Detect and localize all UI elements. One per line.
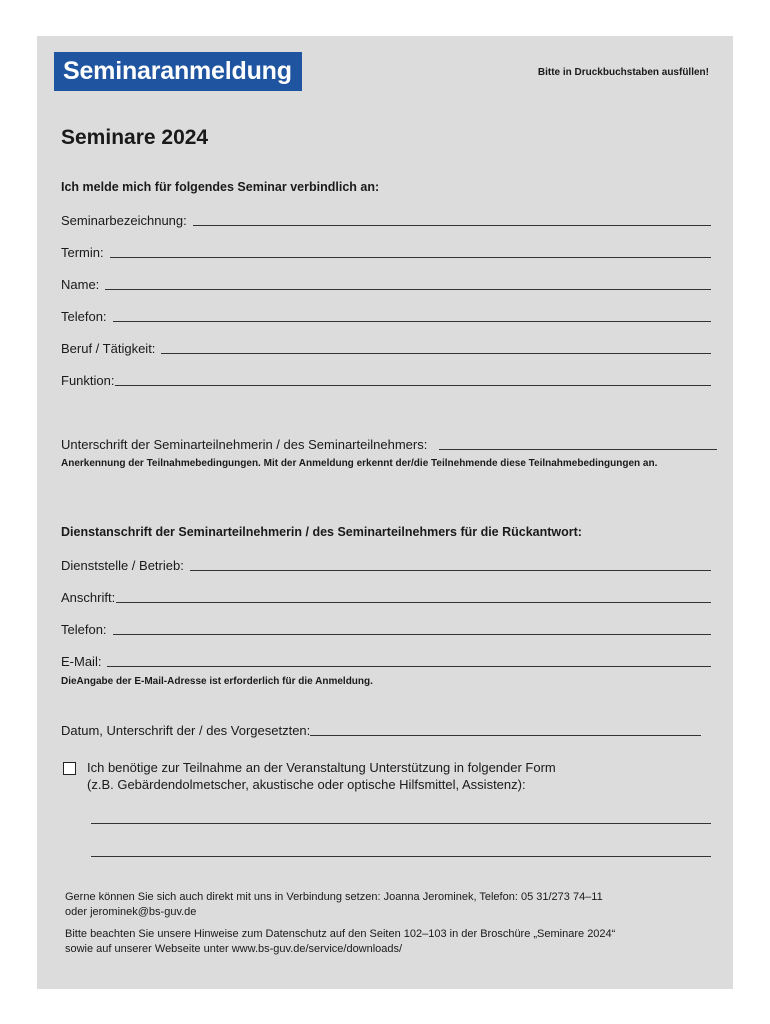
email-note: DieAngabe der E-Mail-Adresse ist erforderlich für die Anmeldung. — [61, 676, 373, 687]
support-fill-line[interactable] — [91, 822, 711, 824]
participant-signature-field[interactable] — [61, 433, 717, 453]
work-phone-field[interactable] — [61, 618, 711, 638]
page-title: Seminare 2024 — [61, 126, 209, 149]
support-text — [87, 759, 556, 793]
signature-line[interactable] — [310, 734, 701, 736]
fill-line[interactable] — [107, 665, 711, 667]
field-label: Datum, Unterschrift der / des Vorgesetzten: — [61, 723, 311, 738]
support-text-line1: Ich benötige zur Teilnahme an der Veranstaltung Unterstützung in folgender Form — [87, 760, 556, 775]
seminar-name-field[interactable] — [61, 209, 711, 229]
section-heading-seminar: Ich melde mich für folgendes Seminar verbindlich an: — [61, 180, 380, 194]
fill-line[interactable] — [105, 288, 711, 290]
privacy-info — [65, 927, 703, 957]
supervisor-signature-field[interactable] — [61, 719, 701, 739]
field-label: Beruf / Tätigkeit: — [61, 341, 156, 356]
field-label: E-Mail: — [61, 654, 102, 669]
signature-line[interactable] — [439, 448, 717, 450]
fill-line[interactable] — [115, 384, 711, 386]
privacy-line: sowie auf unserer Webseite unter www.bs-guv.de/service/downloads/ — [65, 943, 403, 955]
field-label: Name: — [61, 277, 100, 292]
privacy-line: Bitte beachten Sie unsere Hinweise zum Datenschutz auf den Seiten 102–103 in der Broschüre „Seminare 2024“ — [65, 928, 616, 940]
section-heading-address: Dienstanschrift der Seminarteilnehmerin / des Seminarteilnehmers für die Rückantwort: — [61, 525, 582, 539]
support-text-line2: (z.B. Gebärdendolmetscher, akustische oder optische Hilfsmittel, Assistenz): — [87, 777, 526, 792]
fill-line[interactable] — [110, 256, 711, 258]
fill-line[interactable] — [113, 320, 711, 322]
phone-field[interactable] — [61, 305, 711, 325]
field-label: Dienststelle / Betrieb: — [61, 558, 184, 573]
fill-line[interactable] — [116, 601, 711, 603]
field-label: Seminarbezeichnung: — [61, 213, 187, 228]
occupation-field[interactable] — [61, 337, 711, 357]
terms-note: Anerkennung der Teilnahmebedingungen. Mit der Anmeldung erkennt der/die Teilnehmende diese Teilnahmebedingungen an. — [61, 458, 658, 469]
field-label: Funktion: — [61, 373, 115, 388]
form-logo: Seminaranmeldung — [54, 52, 302, 91]
field-label: Anschrift: — [61, 590, 116, 605]
field-label: Unterschrift der Seminarteilnehmerin / des Seminarteilnehmers: — [61, 437, 428, 452]
fill-line[interactable] — [190, 569, 711, 571]
contact-line: oder jerominek@bs-guv.de — [65, 906, 197, 918]
function-field[interactable] — [61, 369, 711, 389]
fill-line[interactable] — [193, 224, 711, 226]
date-field[interactable] — [61, 241, 711, 261]
department-field[interactable] — [61, 554, 711, 574]
support-checkbox[interactable] — [63, 762, 76, 775]
fill-line[interactable] — [113, 633, 711, 635]
email-field[interactable] — [61, 650, 711, 670]
name-field[interactable] — [61, 273, 711, 293]
contact-line: Gerne können Sie sich auch direkt mit uns in Verbindung setzen: Joanna Jerominek, Telefon: 05 31/273 74–11 — [65, 891, 603, 903]
field-label: Telefon: — [61, 309, 107, 324]
support-fill-line[interactable] — [91, 855, 711, 857]
address-field[interactable] — [61, 586, 711, 606]
field-label: Telefon: — [61, 622, 107, 637]
form-sheet — [37, 36, 733, 989]
field-label: Termin: — [61, 245, 104, 260]
contact-info — [65, 890, 703, 920]
print-hint: Bitte in Druckbuchstaben ausfüllen! — [537, 67, 709, 78]
fill-line[interactable] — [161, 352, 711, 354]
